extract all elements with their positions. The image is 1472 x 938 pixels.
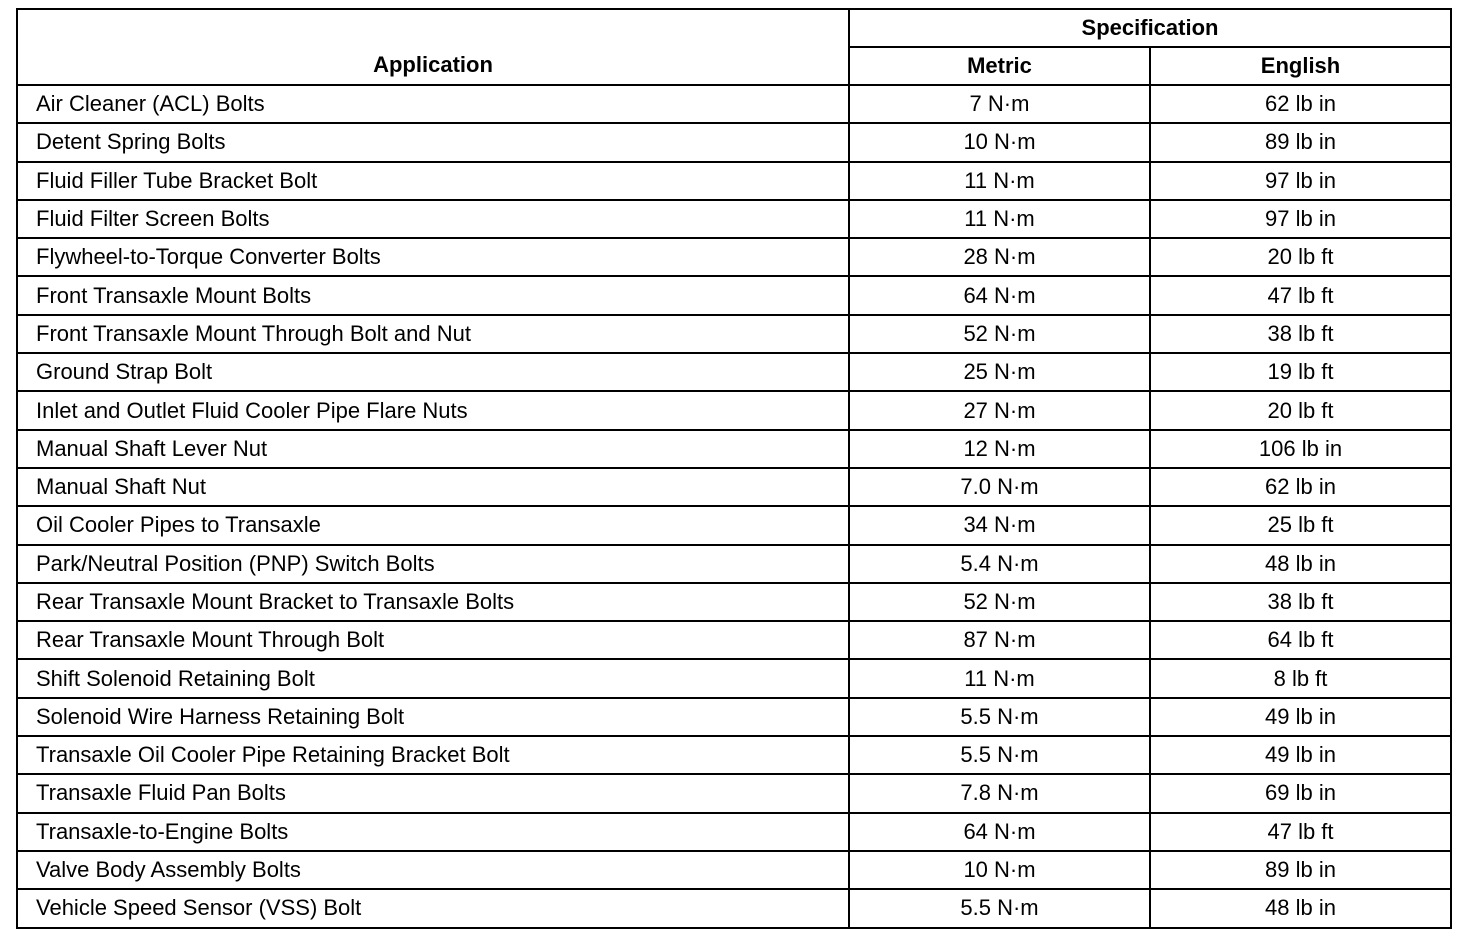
metric-cell: 28 N·m <box>849 238 1150 276</box>
metric-column-header: Metric <box>849 47 1150 85</box>
table-row <box>17 736 1451 774</box>
torque-specification-table <box>16 8 1452 929</box>
application-cell: Shift Solenoid Retaining Bolt <box>17 659 849 697</box>
table-row <box>17 162 1451 200</box>
metric-cell: 5.4 N·m <box>849 545 1150 583</box>
english-cell: 49 lb in <box>1150 698 1451 736</box>
application-cell: Fluid Filler Tube Bracket Bolt <box>17 162 849 200</box>
table-row <box>17 200 1451 238</box>
english-cell: 89 lb in <box>1150 851 1451 889</box>
specification-column-header: Specification <box>849 9 1451 47</box>
english-cell: 64 lb ft <box>1150 621 1451 659</box>
table-row <box>17 468 1451 506</box>
metric-cell: 52 N·m <box>849 583 1150 621</box>
metric-cell: 7.0 N·m <box>849 468 1150 506</box>
english-cell: 48 lb in <box>1150 545 1451 583</box>
metric-cell: 7.8 N·m <box>849 774 1150 812</box>
english-cell: 62 lb in <box>1150 85 1451 123</box>
application-cell: Manual Shaft Nut <box>17 468 849 506</box>
table-row <box>17 391 1451 429</box>
english-cell: 48 lb in <box>1150 889 1451 927</box>
table-row <box>17 85 1451 123</box>
application-cell: Front Transaxle Mount Bolts <box>17 276 849 314</box>
application-cell: Flywheel-to-Torque Converter Bolts <box>17 238 849 276</box>
english-cell: 38 lb ft <box>1150 583 1451 621</box>
table-body <box>17 85 1451 928</box>
metric-cell: 11 N·m <box>849 162 1150 200</box>
metric-cell: 5.5 N·m <box>849 736 1150 774</box>
english-cell: 62 lb in <box>1150 468 1451 506</box>
application-cell: Rear Transaxle Mount Bracket to Transaxle Bolts <box>17 583 849 621</box>
english-cell: 97 lb in <box>1150 200 1451 238</box>
application-cell: Ground Strap Bolt <box>17 353 849 391</box>
table-row <box>17 889 1451 927</box>
application-cell: Park/Neutral Position (PNP) Switch Bolts <box>17 545 849 583</box>
table-row <box>17 621 1451 659</box>
metric-cell: 5.5 N·m <box>849 698 1150 736</box>
english-cell: 25 lb ft <box>1150 506 1451 544</box>
english-cell: 47 lb ft <box>1150 813 1451 851</box>
metric-cell: 5.5 N·m <box>849 889 1150 927</box>
application-cell: Air Cleaner (ACL) Bolts <box>17 85 849 123</box>
metric-cell: 11 N·m <box>849 200 1150 238</box>
application-cell: Oil Cooler Pipes to Transaxle <box>17 506 849 544</box>
english-cell: 20 lb ft <box>1150 238 1451 276</box>
table-row <box>17 774 1451 812</box>
table-row <box>17 238 1451 276</box>
application-column-header: Application <box>17 9 849 85</box>
table-row <box>17 276 1451 314</box>
metric-cell: 10 N·m <box>849 851 1150 889</box>
metric-cell: 87 N·m <box>849 621 1150 659</box>
table-row <box>17 315 1451 353</box>
metric-cell: 64 N·m <box>849 276 1150 314</box>
metric-cell: 12 N·m <box>849 430 1150 468</box>
table-row <box>17 353 1451 391</box>
table-row <box>17 659 1451 697</box>
metric-cell: 27 N·m <box>849 391 1150 429</box>
english-cell: 38 lb ft <box>1150 315 1451 353</box>
table-row <box>17 123 1451 161</box>
table-row <box>17 813 1451 851</box>
application-cell: Detent Spring Bolts <box>17 123 849 161</box>
english-cell: 97 lb in <box>1150 162 1451 200</box>
application-cell: Rear Transaxle Mount Through Bolt <box>17 621 849 659</box>
english-column-header: English <box>1150 47 1451 85</box>
english-cell: 89 lb in <box>1150 123 1451 161</box>
metric-cell: 10 N·m <box>849 123 1150 161</box>
application-cell: Vehicle Speed Sensor (VSS) Bolt <box>17 889 849 927</box>
metric-cell: 64 N·m <box>849 813 1150 851</box>
table-row <box>17 583 1451 621</box>
table-row <box>17 545 1451 583</box>
application-cell: Solenoid Wire Harness Retaining Bolt <box>17 698 849 736</box>
metric-cell: 11 N·m <box>849 659 1150 697</box>
english-cell: 106 lb in <box>1150 430 1451 468</box>
english-cell: 47 lb ft <box>1150 276 1451 314</box>
english-cell: 20 lb ft <box>1150 391 1451 429</box>
header-row-top <box>17 9 1451 47</box>
application-cell: Front Transaxle Mount Through Bolt and Nut <box>17 315 849 353</box>
application-cell: Valve Body Assembly Bolts <box>17 851 849 889</box>
table-row <box>17 430 1451 468</box>
application-cell: Fluid Filter Screen Bolts <box>17 200 849 238</box>
english-cell: 8 lb ft <box>1150 659 1451 697</box>
table-row <box>17 698 1451 736</box>
metric-cell: 7 N·m <box>849 85 1150 123</box>
metric-cell: 34 N·m <box>849 506 1150 544</box>
application-cell: Transaxle-to-Engine Bolts <box>17 813 849 851</box>
english-cell: 19 lb ft <box>1150 353 1451 391</box>
table-row <box>17 851 1451 889</box>
application-cell: Inlet and Outlet Fluid Cooler Pipe Flare Nuts <box>17 391 849 429</box>
english-cell: 69 lb in <box>1150 774 1451 812</box>
table-row <box>17 506 1451 544</box>
metric-cell: 25 N·m <box>849 353 1150 391</box>
english-cell: 49 lb in <box>1150 736 1451 774</box>
metric-cell: 52 N·m <box>849 315 1150 353</box>
application-cell: Transaxle Fluid Pan Bolts <box>17 774 849 812</box>
application-cell: Transaxle Oil Cooler Pipe Retaining Bracket Bolt <box>17 736 849 774</box>
application-cell: Manual Shaft Lever Nut <box>17 430 849 468</box>
